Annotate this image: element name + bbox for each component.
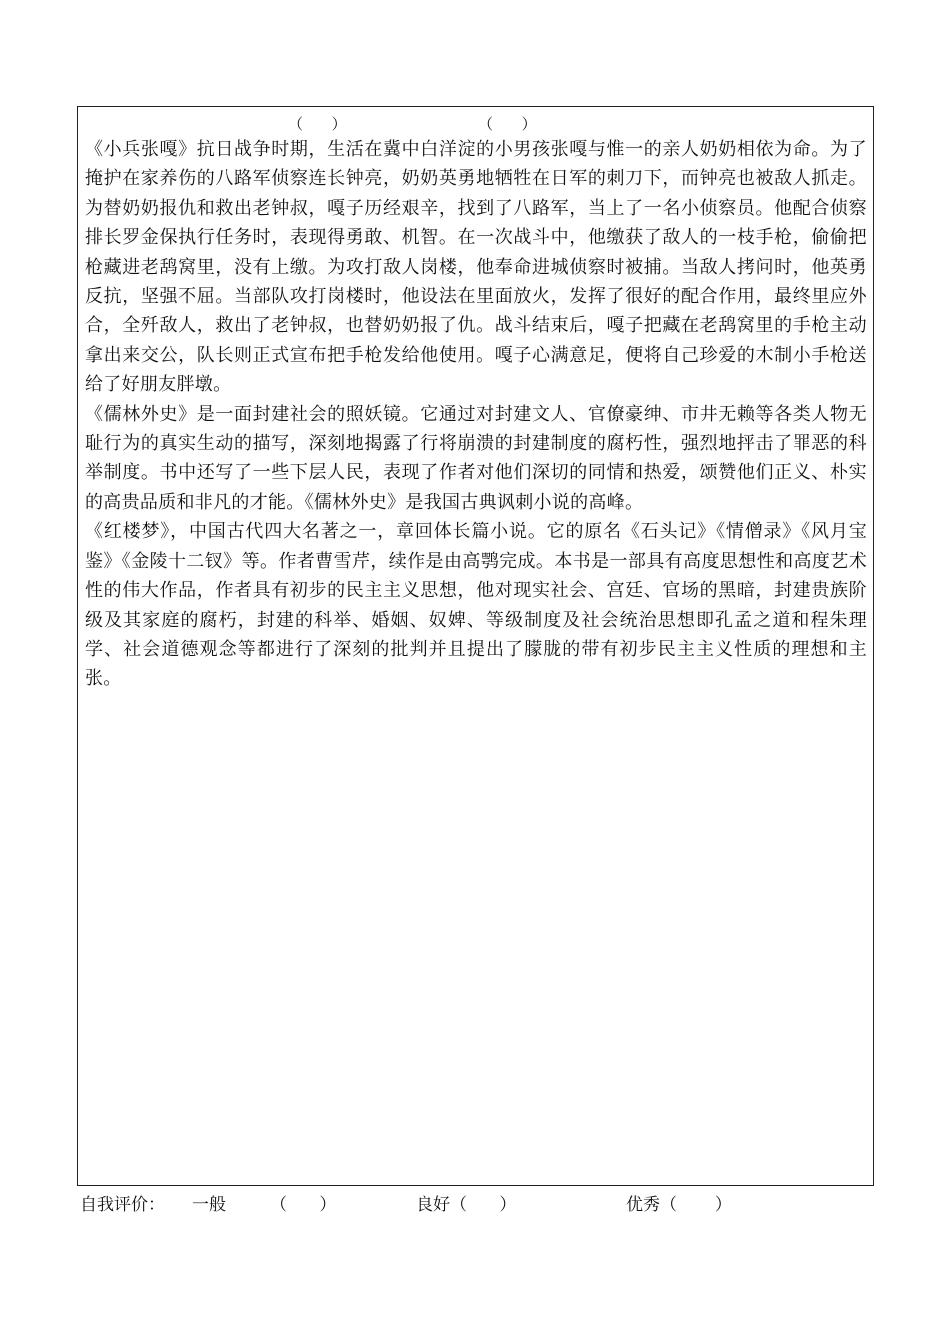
self-evaluation-label: 自我评价： (80, 1195, 165, 1215)
paragraph-rulin-waishi: 《儒林外史》是一面封建社会的照妖镜。它通过对封建文人、官僚豪绅、市井无赖等各类人物无耻行为的真实生动的描写，深刻地揭露了行将崩溃的封建制度的腐朽性，强烈地抨击了罪恶的科举制度。书中还写了一些下层人民，表现了作者对他们深切的同情和热爱，颂赞他们正义、朴实的高贵品质和非凡的才能。《儒林外史》是我国古典讽刺小说的高峰。 (85, 403, 867, 513)
rating-excellent-option[interactable]: 优秀（ ） (626, 1195, 732, 1215)
header-paren-1: （ ） (288, 115, 347, 133)
rating-normal-label: 一般 (192, 1195, 226, 1215)
header-paren-2: （ ） (478, 115, 537, 133)
paragraph-honglou-meng: 《红楼梦》，中国古代四大名著之一，章回体长篇小说。它的原名《石头记》《情僧录》《风月宝鉴》《金陵十二钗》等。作者曹雪芹，续作是由高鹗完成。本书是一部具有高度思想性和高度艺术性的伟大作品，作者具有初步的民主主义思想，他对现实社会、宫廷、官场的黑暗，封建贵族阶级及其家庭的腐朽，封建的科举、婚姻、奴婢、等级制度及社会统治思想即孔孟之道和程朱理学、社会道德观念等都进行了深刻的批判并且提出了朦胧的带有初步民主主义性质的理想和主张。 (85, 521, 867, 690)
self-evaluation-row (80, 1190, 880, 1214)
notes-content (85, 135, 867, 694)
rating-good-option[interactable]: 良好（ ） (416, 1195, 517, 1215)
header-parentheses-row (78, 113, 873, 137)
paragraph-xiaobing-zhangga: 《小兵张嘎》抗日战争时期，生活在冀中白洋淀的小男孩张嘎与惟一的亲人奶奶相依为命。为了掩护在家养伤的八路军侦察连长钟亮，奶奶英勇地牺牲在日军的刺刀下，而钟亮也被敌人抓走。为替奶奶报仇和救出老钟叔，嘎子历经艰辛，找到了八路军，当上了一名小侦察员。他配合侦察排长罗金保执行任务时，表现得勇敢、机智。在一次战斗中，他缴获了敌人的一枝手枪，偷偷把枪藏进老鸹窝里，没有上缴。为攻打敌人岗楼，他奉命进城侦察时被捕。当敌人拷问时，他英勇反抗，坚强不屈。当部队攻打岗楼时，他设法在里面放火，发挥了很好的配合作用，最终里应外合，全歼敌人，救出了老钟叔，也替奶奶报了仇。战斗结束后，嘎子把藏在老鸹窝里的手枪主动拿出来交公，队长则正式宣布把手枪发给他使用。嘎子心满意足，便将自己珍爱的木制小手枪送给了好朋友胖墩。 (85, 139, 867, 396)
reading-notes-box (77, 106, 874, 1186)
rating-normal-blank[interactable]: （ ） (270, 1195, 337, 1215)
